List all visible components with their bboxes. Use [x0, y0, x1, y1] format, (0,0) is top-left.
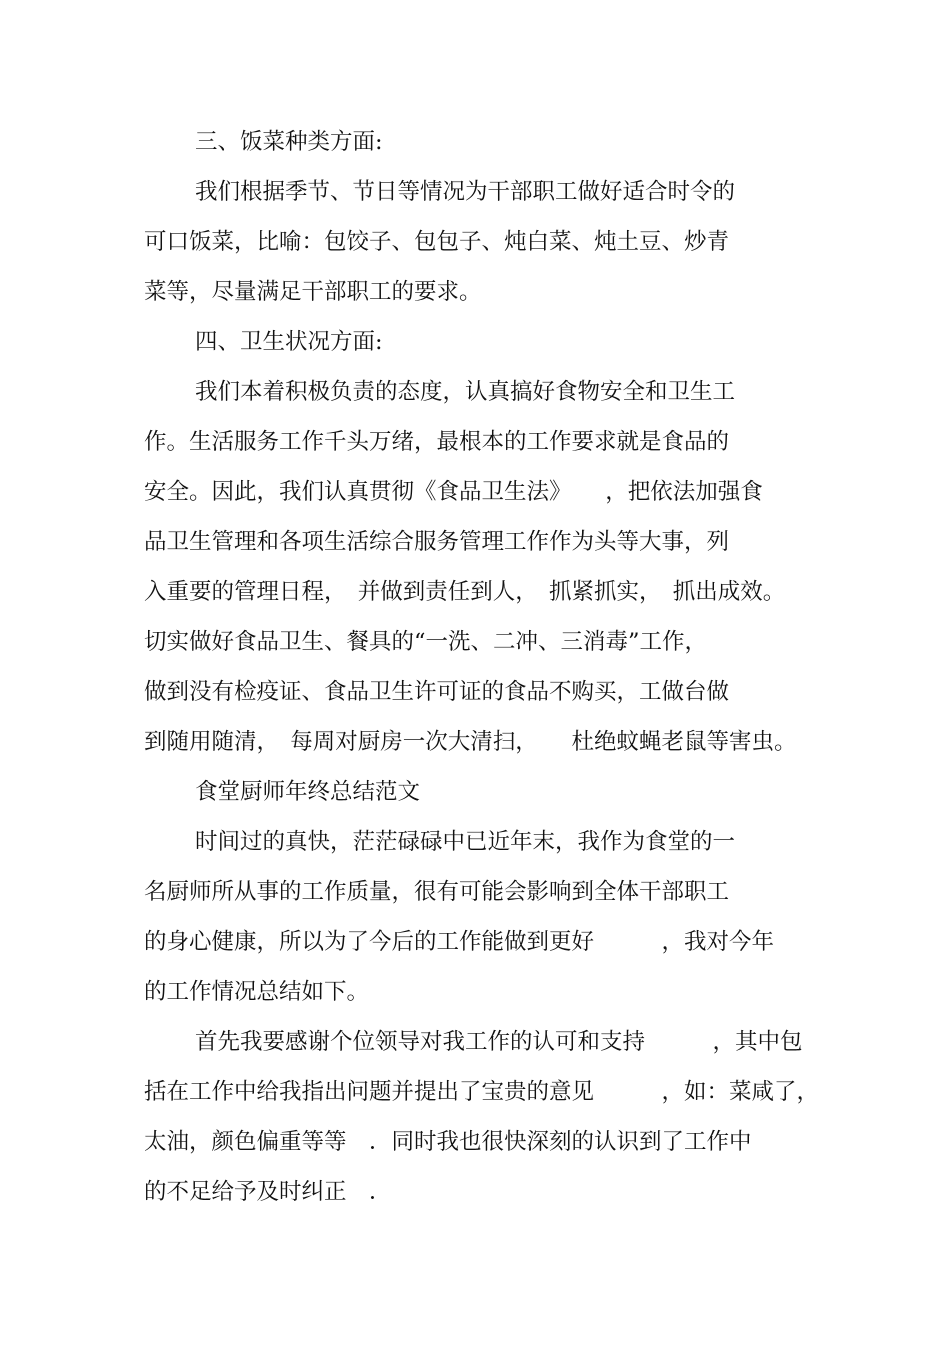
section-heading-hygiene: 四、卫生状况方面:	[195, 329, 383, 355]
paragraph-line: 安全。因此，我们认真贯彻《食品卫生法》 ，把依法加强食	[144, 479, 763, 505]
paragraph-line: 切实做好食品卫生、餐具的“一洗、二冲、三消毒”工作，	[144, 629, 708, 655]
paragraph-line: 的身心健康，所以为了今后的工作能做到更好 ，我对今年	[144, 929, 775, 955]
paragraph-line: 到随用随清， 每周对厨房一次大清扫， 杜绝蚊蝇老鼠等害虫。	[144, 729, 797, 755]
paragraph-line: 首先我要感谢个位领导对我工作的认可和支持 ，其中包	[195, 1029, 803, 1055]
article-title: 食堂厨师年终总结范文	[195, 779, 421, 805]
paragraph-line: 菜等，尽量满足干部职工的要求。	[144, 279, 482, 305]
paragraph-line: 做到没有检疫证、食品卫生许可证的食品不购买，工做台做	[144, 679, 730, 705]
paragraph-line: 太油，颜色偏重等等 ．同时我也很快深刻的认识到了工作中	[144, 1129, 752, 1155]
paragraph-line: 名厨师所从事的工作质量，很有可能会影响到全体干部职工	[144, 879, 730, 905]
paragraph-line: 的工作情况总结如下。	[144, 979, 370, 1005]
section-heading-dishes: 三、饭菜种类方面:	[195, 129, 383, 155]
paragraph-line: 时间过的真快，茫茫碌碌中已近年末，我作为食堂的一	[195, 829, 736, 855]
paragraph-line: 我们根据季节、节日等情况为干部职工做好适合时令的	[195, 179, 736, 205]
paragraph-line: 可口饭菜，比喻：包饺子、包包子、炖白菜、炖土豆、炒青	[144, 229, 730, 255]
paragraph-line: 括在工作中给我指出问题并提出了宝贵的意见 ，如：菜咸了，	[144, 1079, 820, 1105]
paragraph-line: 入重要的管理日程， 并做到责任到人， 抓紧抓实， 抓出成效。	[144, 579, 786, 605]
paragraph-line: 的不足给予及时纠正 ．	[144, 1179, 392, 1205]
paragraph-line: 品卫生管理和各项生活综合服务管理工作作为头等大事，列	[144, 529, 730, 555]
paragraph-line: 我们本着积极负责的态度，认真搞好食物安全和卫生工	[195, 379, 736, 405]
paragraph-line: 作。生活服务工作千头万绪，最根本的工作要求就是食品的	[144, 429, 730, 455]
